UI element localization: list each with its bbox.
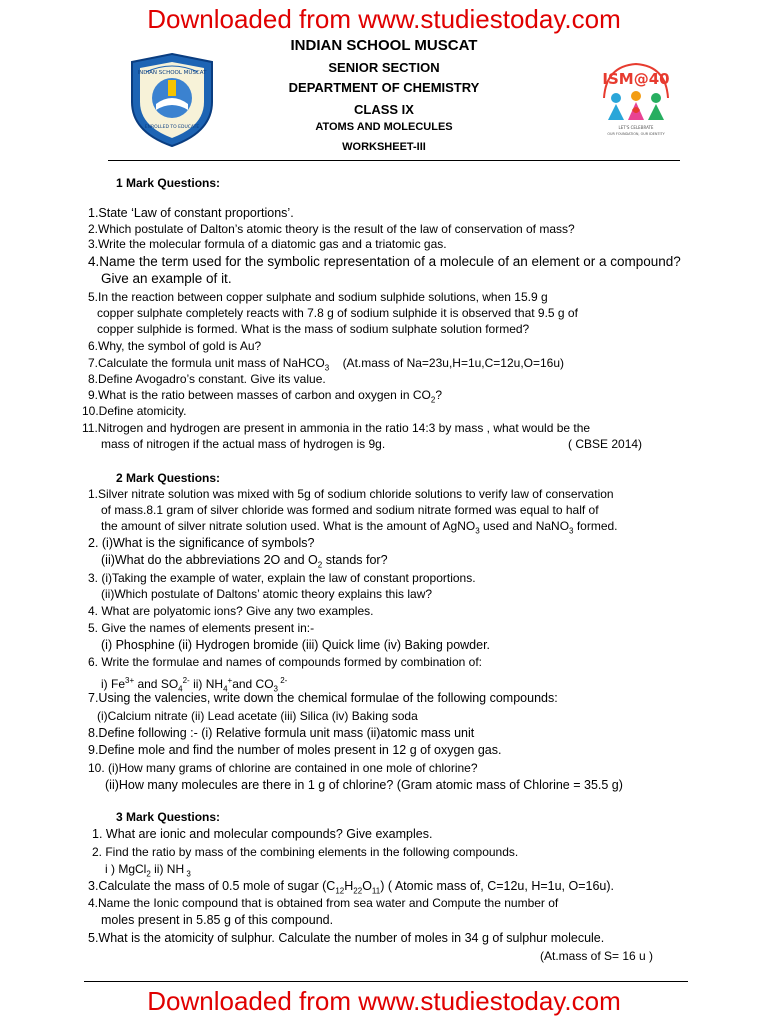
q1-10: 10.Define atomicity. (82, 404, 187, 418)
q1-5: 5.In the reaction between copper sulphate and sodium sulphide solutions, when 15.9 g (88, 290, 548, 304)
q1-9: 9.What is the ratio between masses of carbon and oxygen in $CO_2$? (88, 388, 442, 405)
footer-divider (84, 981, 688, 982)
q1-5-cont-1: copper sulphate completely reacts with 7.8 g of sodium sulphide it is observed that 9.5 g of (97, 306, 578, 320)
q2-9: 9.Define mole and find the number of moles present in 12 g of oxygen gas. (88, 743, 502, 757)
q2-2-cont: (ii)What do the abbreviations 2O and $O_2$ stands for? (101, 553, 388, 570)
crest-text-bottom: ENROLLED TO EDUCATE (144, 125, 200, 130)
q2-10-cont: (ii)How many molecules are there in 1 g of chlorine? (Gram atomic mass of Chlorine = 35.5 g) (105, 778, 623, 792)
q3-5-atomic-mass: (At.mass of S= 16 u ) (540, 949, 654, 963)
q3-2: 2. Find the ratio by mass of the combining elements in the following compounds. (92, 845, 519, 859)
cbse-reference: ( CBSE 2014) (568, 437, 643, 451)
q3-2-cont: i ) MgCl$_2$ ii) NH $_3$ (105, 862, 191, 879)
q1-2: 2.Which postulate of Dalton’s atomic theory is the result of the law of conservation of mass? (88, 222, 575, 236)
department-name: DEPARTMENT OF CHEMISTRY (288, 80, 480, 95)
ism-badge-text: ISM@40 (602, 70, 670, 88)
q2-1-cont-2: the amount of silver nitrate solution used. What is the amount of AgNO$_3$ used and NaNO$_3$ formed. (101, 519, 618, 536)
q1-8: 8.Define Avogadro’s constant. Give its value. (88, 372, 326, 386)
q2-8: 8.Define following :- (i) Relative formula unit mass (ii)atomic mass unit (88, 726, 475, 740)
ism-caption-1: LET'S CELEBRATE (618, 125, 654, 130)
q2-1: 1.Silver nitrate solution was mixed with 5g of sodium chloride solutions to verify law of conservation (88, 487, 614, 501)
q1-6: 6.Why, the symbol of gold is Au? (88, 339, 262, 353)
school-name: INDIAN SCHOOL MUSCAT (290, 37, 478, 54)
one-mark-heading: 1 Mark Questions: (116, 176, 221, 190)
q2-7-cont: (i)Calcium nitrate (ii) Lead acetate (iii) Silica (iv) Baking soda (97, 709, 418, 723)
q1-4-cont: Give an example of it. (101, 271, 232, 286)
q2-6: 6. Write the formulae and names of compounds formed by combination of: (88, 655, 482, 669)
q1-1: 1.State ‘Law of constant proportions’. (88, 206, 294, 220)
q2-6-cont: i) $Fe^{3+}$ and $SO_4^{2-}$ ii) $NH_4^+and$ $CO_3$ $^{2-}$ (101, 676, 288, 694)
q2-2: 2. (i)What is the significance of symbols? (88, 536, 315, 550)
q2-5: 5. Give the names of elements present in:- (88, 621, 315, 635)
q2-4: 4. What are polyatomic ions? Give any two examples. (88, 604, 374, 618)
top-download-banner: Downloaded from www.studiestoday.com (147, 4, 621, 34)
crest-text-top: INDIAN SCHOOL MUSCAT (137, 70, 207, 76)
q2-3-cont: (ii)Which postulate of Daltons’ atomic theory explains this law? (101, 587, 433, 601)
q1-7: 7.Calculate the formula unit mass of NaHCO$_3$ (At.mass of Na=23u,H=1u,C=12u,O=16u) (88, 356, 565, 373)
q1-3: 3.Write the molecular formula of a diatomic gas and a triatomic gas. (88, 237, 447, 251)
q3-4: 4.Name the Ionic compound that is obtained from sea water and Compute the number of (88, 896, 559, 910)
q2-10: 10. (i)How many grams of chlorine are contained in one mole of chlorine? (88, 761, 478, 775)
header-divider (108, 160, 680, 161)
topic-title: ATOMS AND MOLECULES (315, 121, 453, 133)
q2-1-cont-1: of mass.8.1 gram of silver chloride was formed and sodium nitrate formed was equal to half of (101, 503, 599, 517)
q2-7: 7.Using the valencies, write down the chemical formulae of the following compounds: (88, 691, 558, 705)
section-name: SENIOR SECTION (328, 60, 440, 75)
q2-5-cont: (i) Phosphine (ii) Hydrogen bromide (iii) Quick lime (iv) Baking powder. (101, 638, 491, 652)
q2-3: 3. (i)Taking the example of water, explain the law of constant proportions. (88, 571, 476, 585)
q1-11: 11.Nitrogen and hydrogen are present in ammonia in the ratio 14:3 by mass , what would be the (82, 421, 591, 435)
two-mark-heading: 2 Mark Questions: (116, 471, 221, 485)
q1-5-cont-2: copper sulphide is formed. What is the mass of sodium sulphate solution formed? (97, 322, 530, 336)
q1-4: 4.Name the term used for the symbolic representation of a molecule of an element or a compound? (88, 254, 681, 269)
q3-4-cont: moles present in 5.85 g of this compound. (101, 913, 334, 927)
three-mark-heading: 3 Mark Questions: (116, 810, 221, 824)
worksheet-title: WORKSHEET-III (342, 141, 426, 153)
q3-1: 1. What are ionic and molecular compounds? Give examples. (92, 827, 433, 841)
ism-caption-2: OUR FOUNDATION, OUR IDENTITY (607, 132, 665, 136)
bottom-download-banner: Downloaded from www.studiestoday.com (147, 986, 621, 1016)
q3-5: 5.What is the atomicity of sulphur. Calculate the number of moles in 34 g of sulphur molecule. (88, 931, 605, 945)
class-name: CLASS IX (354, 102, 414, 117)
q1-11-cont: mass of nitrogen if the actual mass of hydrogen is 9g. (101, 437, 386, 451)
q3-3: 3.Calculate the mass of 0.5 mole of sugar $(C_{12}H_{22}O_{11})$ ( Atomic mass of, C=12u, H=1u, O=16u). (88, 879, 615, 896)
